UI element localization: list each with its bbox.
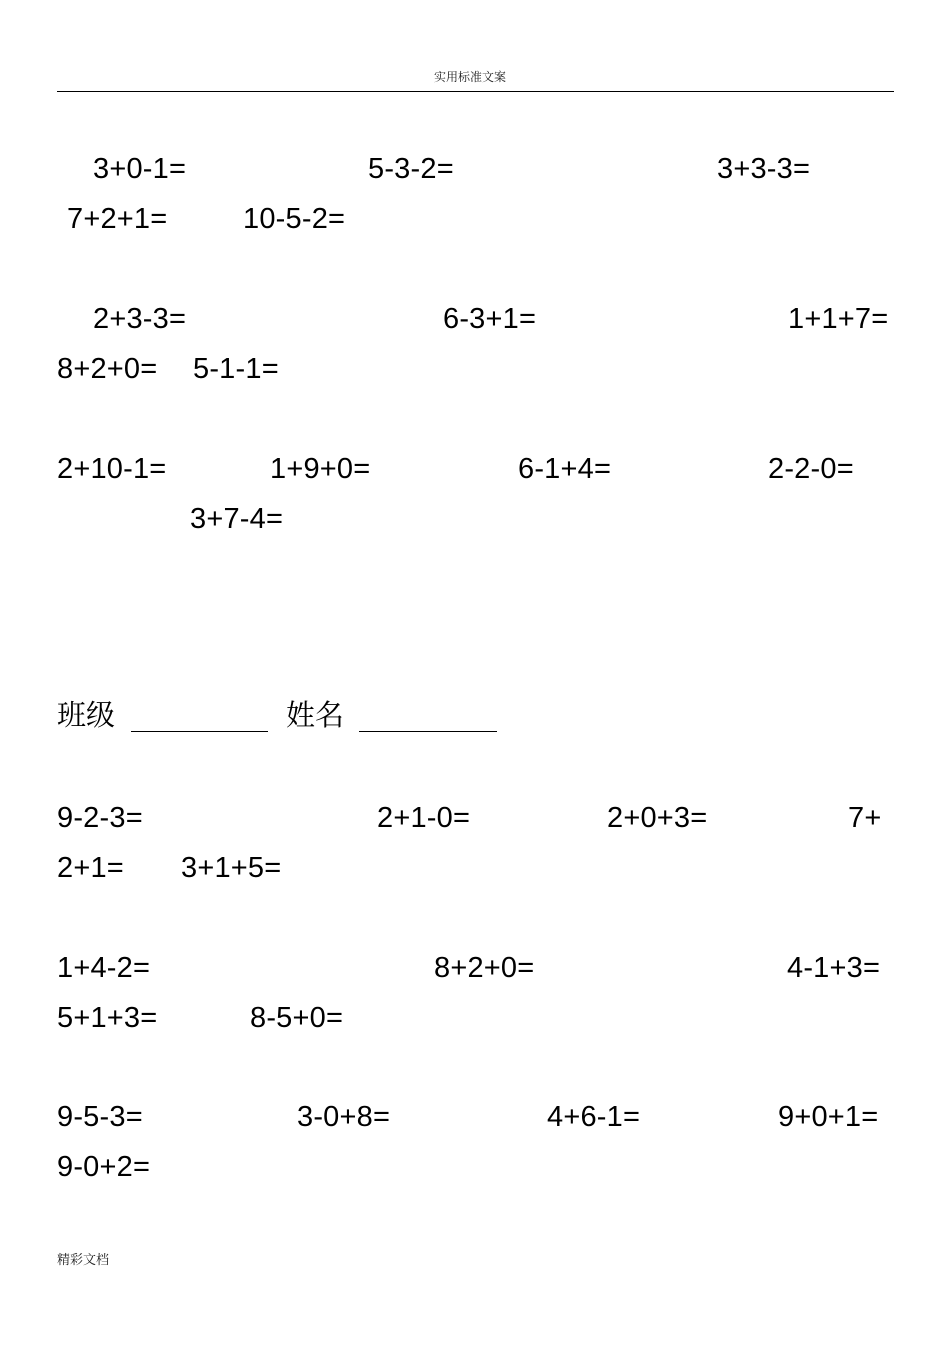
equation: 2+10-1=: [57, 453, 167, 485]
equation: 9-0+2=: [57, 1151, 151, 1183]
equation: 6-3+1=: [443, 303, 537, 335]
equation: 8-5+0=: [250, 1002, 344, 1034]
class-blank-line: [131, 731, 268, 732]
name-label: 姓名: [286, 698, 345, 732]
equation: 3+7-4=: [190, 503, 284, 535]
equation: 8+2+0=: [434, 952, 535, 984]
page-footer-text: 精彩文档: [57, 1253, 110, 1268]
equation: 6-1+4=: [518, 453, 612, 485]
header-divider: [57, 91, 894, 92]
equation: 2-2-0=: [768, 453, 854, 485]
equation: 9-5-3=: [57, 1101, 143, 1133]
equation: 9-2-3=: [57, 802, 143, 834]
equation: 5-3-2=: [368, 153, 454, 185]
equation: 9+0+1=: [778, 1101, 879, 1133]
page-header-title: 实用标准文案: [433, 70, 506, 84]
equation: 3+0-1=: [93, 153, 187, 185]
equation: 7+: [848, 802, 882, 834]
equation: 5-1-1=: [193, 353, 279, 385]
equation: 2+1=: [57, 852, 124, 884]
equation: 3+3-3=: [717, 153, 811, 185]
equation: 5+1+3=: [57, 1002, 158, 1034]
equation: 7+2+1=: [67, 203, 168, 235]
equation: 2+1-0=: [377, 802, 471, 834]
equation: 3-0+8=: [297, 1101, 391, 1133]
equation: 4+6-1=: [547, 1101, 641, 1133]
equation: 2+3-3=: [93, 303, 187, 335]
equation: 8+2+0=: [57, 353, 158, 385]
equation: 10-5-2=: [243, 203, 346, 235]
name-blank-line: [359, 731, 497, 732]
equation: 2+0+3=: [607, 802, 708, 834]
equation: 1+4-2=: [57, 952, 151, 984]
equation: 1+9+0=: [270, 453, 371, 485]
class-label: 班级: [57, 698, 116, 732]
equation: 4-1+3=: [787, 952, 881, 984]
equation: 1+1+7=: [788, 303, 889, 335]
equation: 3+1+5=: [181, 852, 282, 884]
